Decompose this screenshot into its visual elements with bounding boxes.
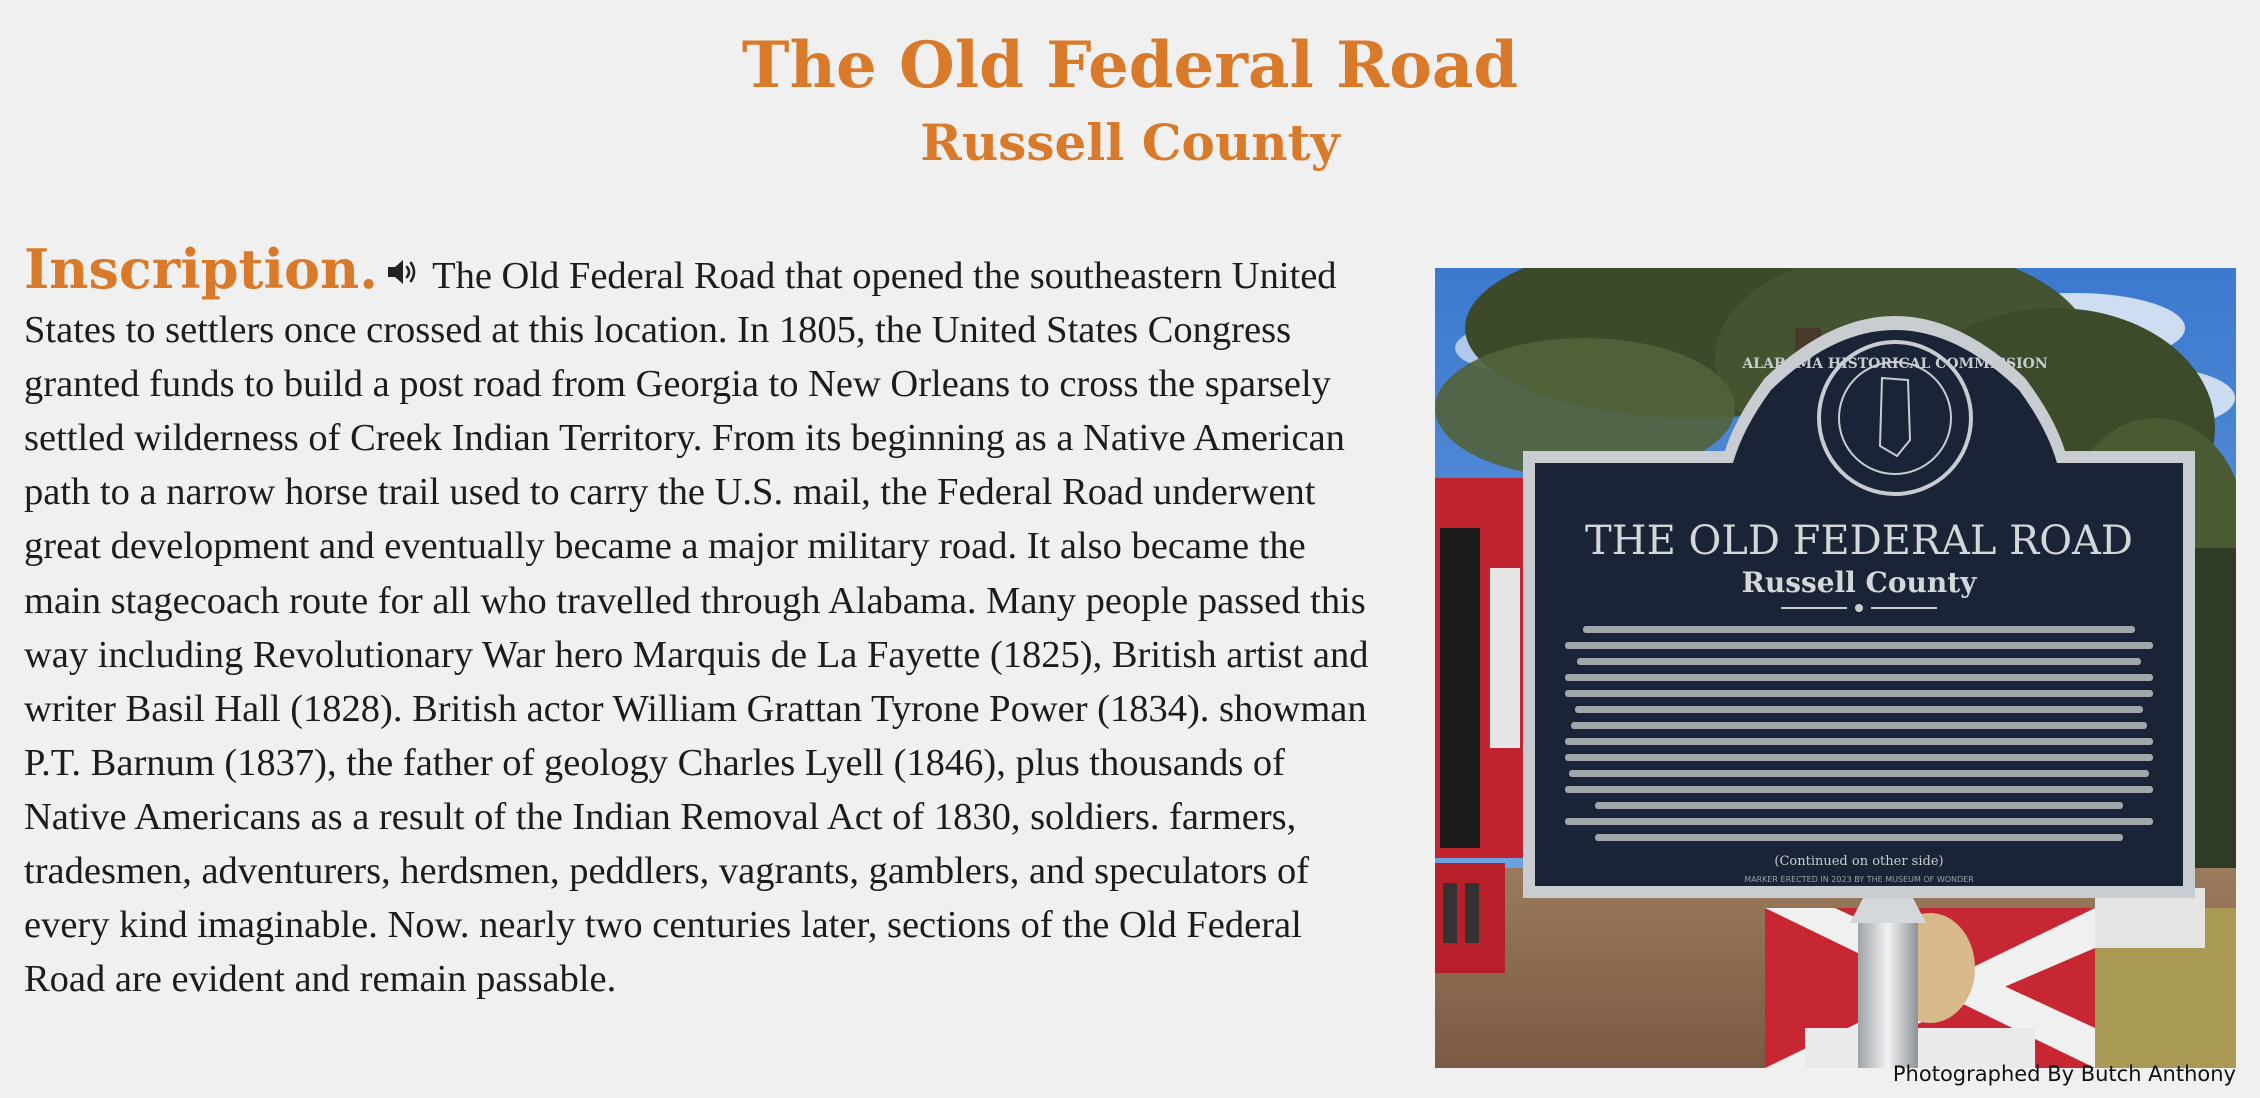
sign-continued: (Continued on other side) — [1774, 854, 1944, 869]
page-subtitle: Russell County — [920, 113, 1340, 172]
photo-credit: Photographed By Butch Anthony — [1892, 1062, 2236, 1086]
page-header — [0, 22, 2260, 176]
speaker-icon[interactable] — [386, 247, 420, 275]
marker-photo[interactable] — [1435, 268, 2236, 1068]
seal-text-top: ALABAMA HISTORICAL COMMISSION — [1742, 356, 2048, 372]
sign-subtitle: Russell County — [1741, 566, 1977, 599]
sign-title: THE OLD FEDERAL ROAD — [1585, 518, 2133, 564]
inscription-label: Inscription. — [24, 237, 379, 301]
page-title: The Old Federal Road — [741, 28, 1519, 103]
inscription-section — [24, 237, 1384, 1006]
inscription-text: The Old Federal Road that opened the southeastern United States to settlers once crossed at this location. In 1805, the United States Congress granted funds to build a post road from Georgia to New Orleans to cross the sparsely settled wilderness of Creek Indian Territory. From its beginning as a Native American path to a narrow horse trail used to carry the U.S. mail, the Federal Road underwent great development and eventually became a major military road. It also became the main stagecoach route for all who travelled through Alabama. Many people passed this way including Revolutionary War hero Marquis de La Fayette (1825), British artist and writer Basil Hall (1828). British actor William Grattan Tyrone Power (1834). showman P.T. Barnum (1837), the father of geology Charles Lyell (1846), plus thousands of Native Americans as a result of the Indian Removal Act of 1830, soldiers. farmers, tradesmen, adventurers, herdsmen, peddlers, vagrants, gamblers, and speculators of every kind imaginable. Now. nearly two centuries later, sections of the Old Federal Road are evident and remain passable. — [24, 255, 1369, 1001]
sign-footer: MARKER ERECTED IN 2023 BY THE MUSEUM OF WONDER — [1744, 875, 1974, 884]
